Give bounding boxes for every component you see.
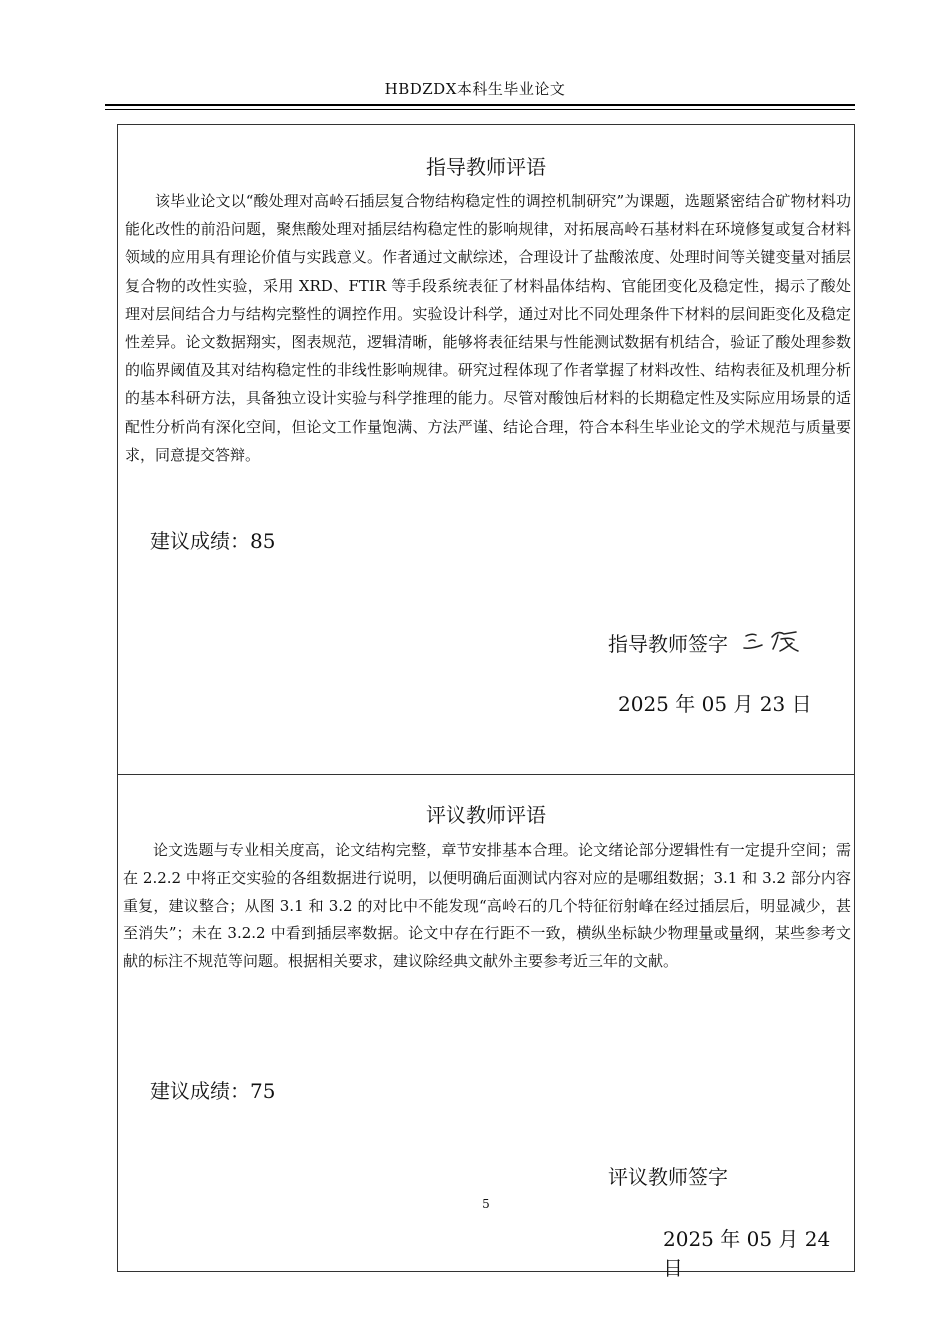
- advisor-section-title: 指导教师评语: [426, 155, 546, 179]
- running-header: HBDZDX本科生毕业论文: [384, 80, 566, 98]
- reviewer-sign-label: 评议教师签字: [608, 1165, 728, 1189]
- advisor-section: [118, 125, 854, 775]
- header-rule-thin: [105, 109, 855, 110]
- advisor-sign-label: 指导教师签字: [608, 631, 728, 656]
- advisor-date: 2025 年 05 月 23 日: [618, 692, 812, 716]
- reviewer-date: 2025 年 05 月 24 日: [663, 1227, 831, 1280]
- evaluation-form: [117, 124, 855, 1280]
- reviewer-sign-line: [608, 1161, 728, 1190]
- advisor-signature: [740, 627, 812, 657]
- reviewer-grade: 建议成绩：75: [150, 1079, 276, 1103]
- advisor-grade: 建议成绩：85: [150, 529, 276, 553]
- reviewer-section-title: 评议教师评语: [426, 803, 546, 827]
- header-rule: [105, 104, 855, 106]
- reviewer-comment: 论文选题与专业相关度高，论文结构完整，章节安排基本合理。论文绪论部分逻辑性有一定提升空间；需在 2.2.2 中将正交实验的各组数据进行说明，以便明确后面测试内容对应的是哪组数据；3.1 和 3.2 部分内容重复，建议整合；从图 3.1 和 3.2 的对比中不能发现“高岭石的几个特征衍射峰在经过插层后，明显减少，甚至消失”；未在 3.2.2 中看到插层率数据。论文中存在行距不一致，横纵坐标缺少物理量或量纲，某些参考文献的标注不规范等问题。根据相关要求，建议除经典文献外主要参考近三年的文献。: [123, 841, 851, 971]
- advisor-sign-line: [608, 627, 812, 657]
- page-number: 5: [482, 1197, 490, 1211]
- advisor-comment: 该毕业论文以“酸处理对高岭石插层复合物结构稳定性的调控机制研究”为课题，选题紧密结合矿物材料功能化改性的前沿问题，聚焦酸处理对插层结构稳定性的影响规律，对拓展高岭石基材料在环境修复或复合材料领域的应用具有理论价值与实践意义。作者通过文献综述，合理设计了盐酸浓度、处理时间等关键变量对插层复合物的改性实验，采用 XRD、FTIR 等手段系统表征了材料晶体结构、官能团变化及稳定性，揭示了酸处理对层间结合力与结构完整性的调控作用。实验设计科学，通过对比不同处理条件下材料的层间距变化及稳定性差异。论文数据翔实，图表规范，逻辑清晰，能够将表征结果与性能测试数据有机结合，验证了酸处理参数的临界阈值及其对结构稳定性的非线性影响规律。研究过程体现了作者掌握了材料改性、结构表征及机理分析的基本科研方法，具备独立设计实验与科学推理的能力。尽管对酸蚀后材料的长期稳定性及实际应用场景的适配性分析尚有深化空间，但论文工作量饱满、方法严谨、结论合理，符合本科生毕业论文的学术规范与质量要求，同意提交答辩。: [125, 192, 851, 464]
